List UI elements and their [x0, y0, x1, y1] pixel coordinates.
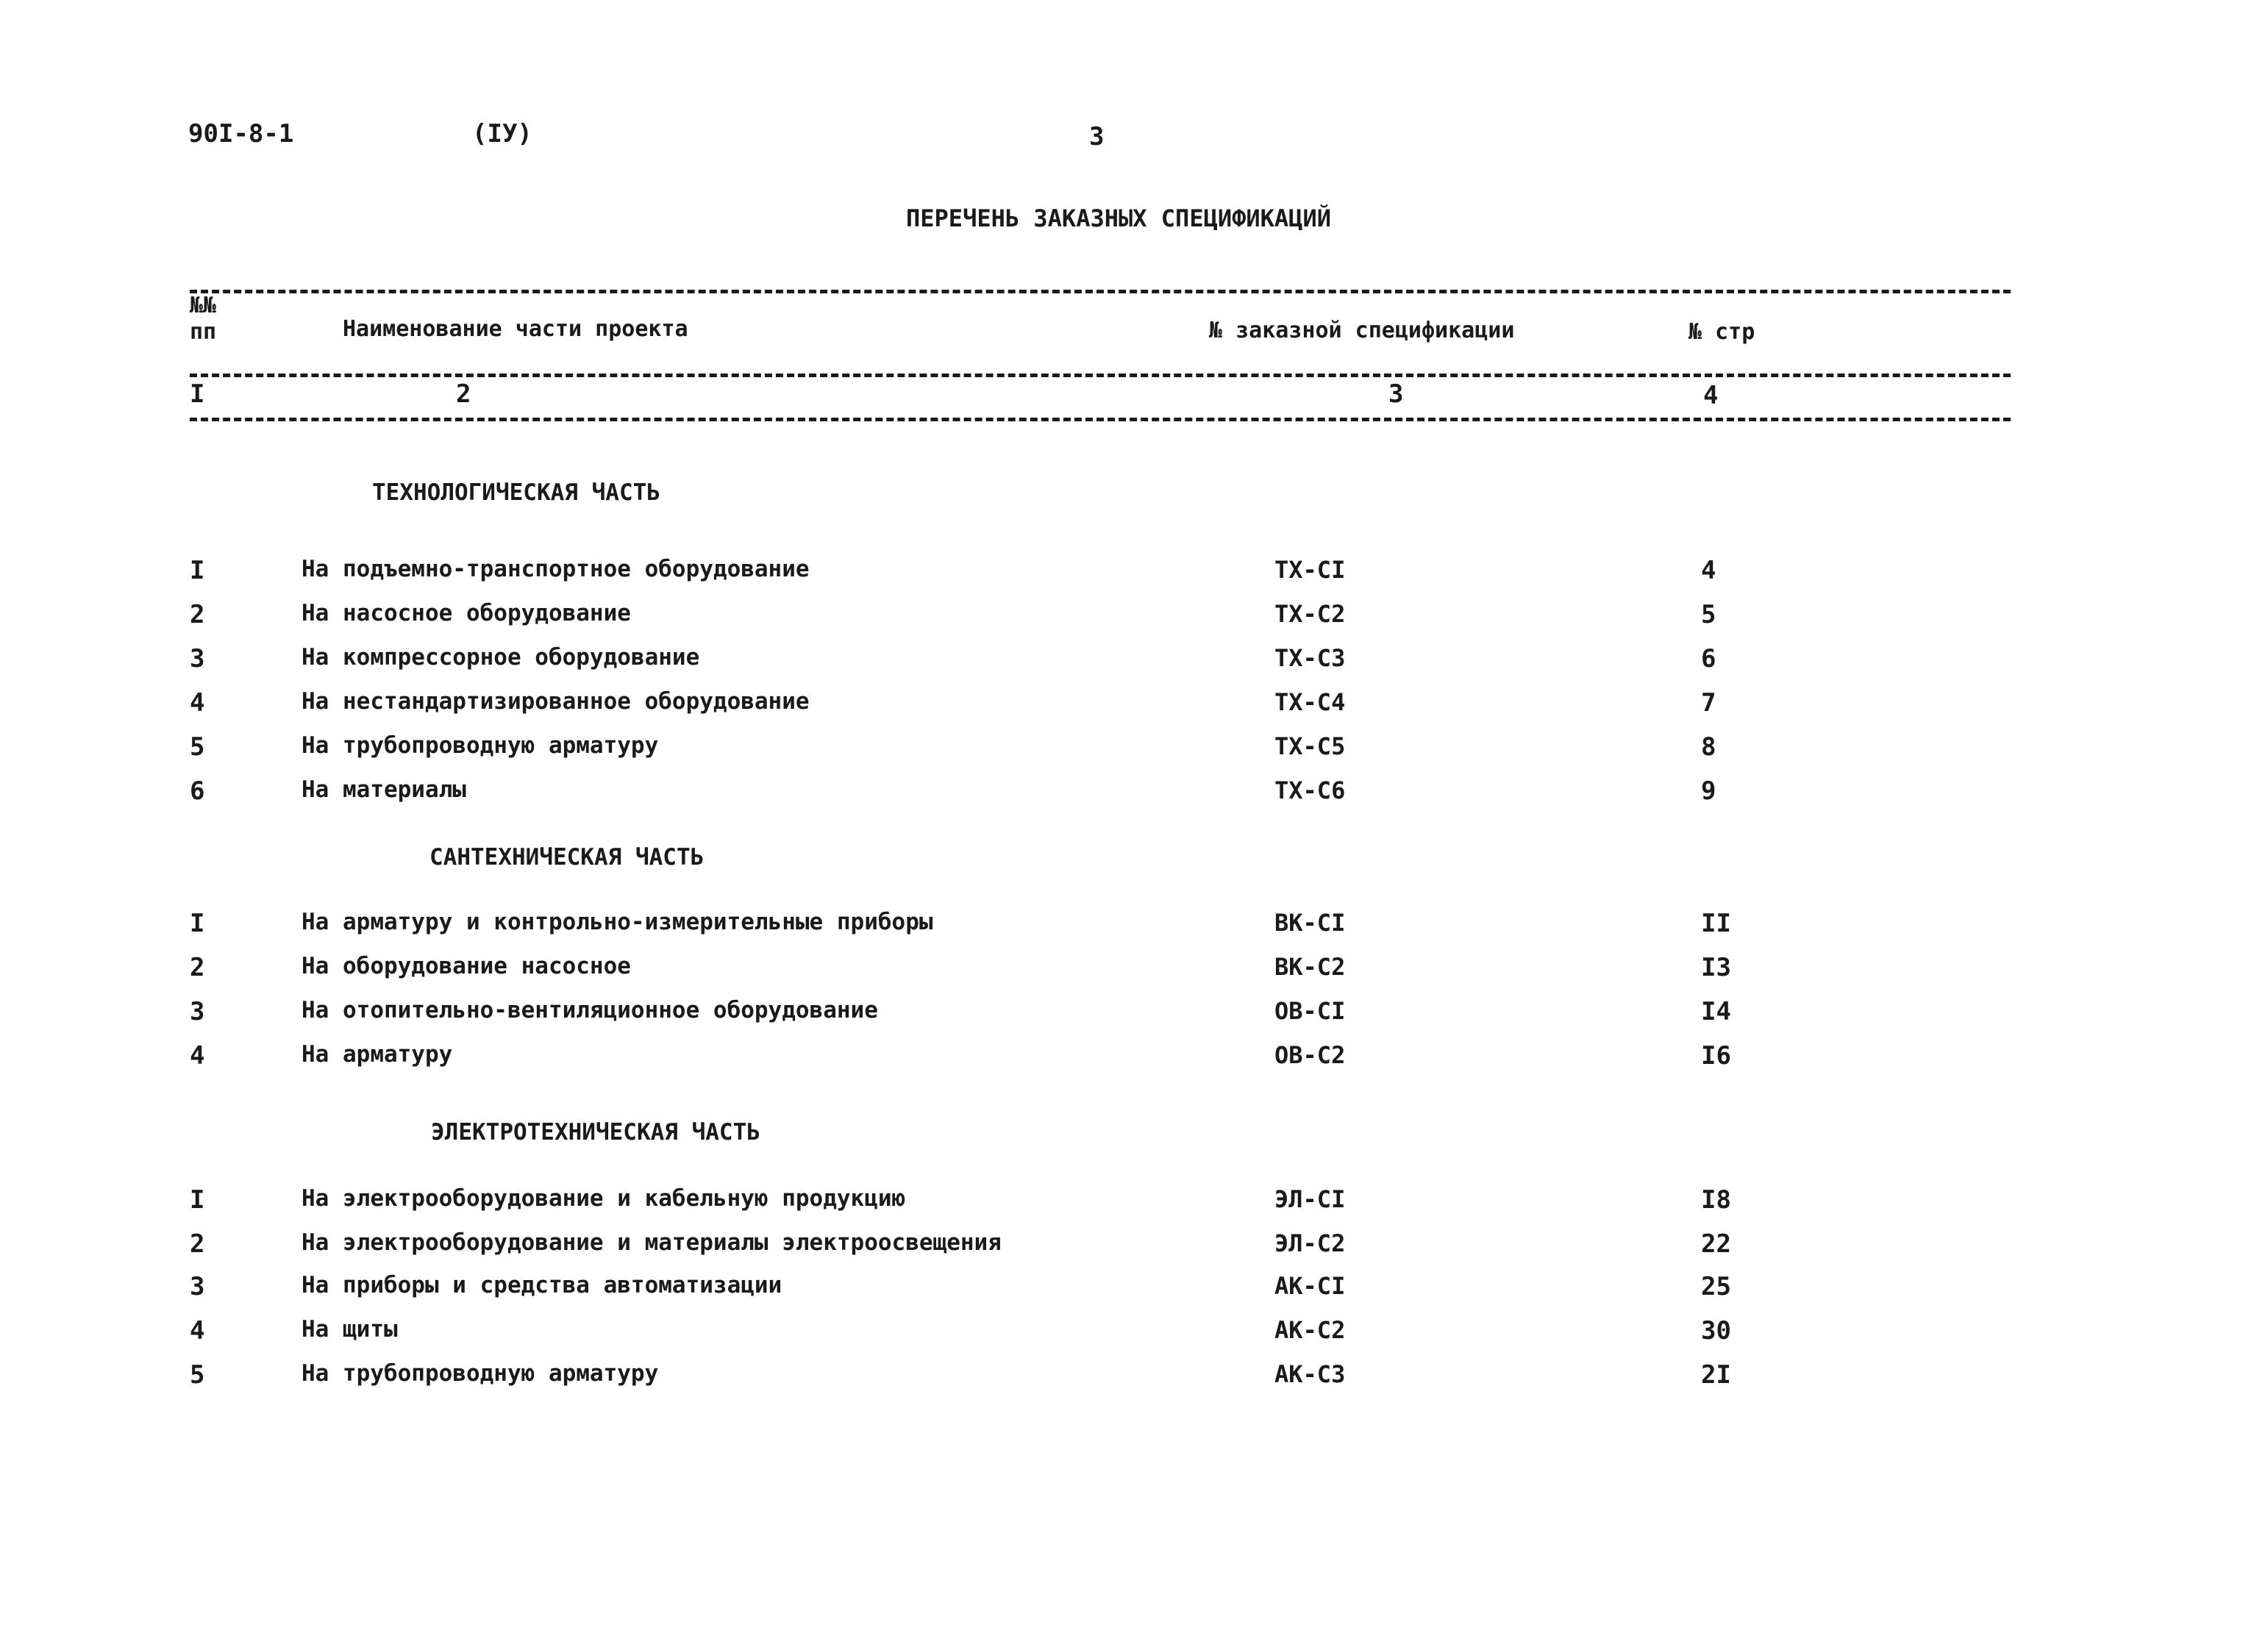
- row-spec-code: ТХ-С4: [1274, 688, 1346, 716]
- row-page: 30: [1701, 1316, 1731, 1346]
- row-page: 4: [1701, 556, 1716, 585]
- row-name: На подъемно-транспортное оборудование: [302, 556, 810, 582]
- row-spec-code: ОВ-СI: [1274, 997, 1346, 1025]
- section-title-sanitary: САНТЕХНИЧЕСКАЯ ЧАСТЬ: [429, 844, 705, 871]
- row-name: На арматуру: [302, 1041, 453, 1068]
- row-spec-code: ТХ-С5: [1274, 732, 1346, 760]
- row-page: 8: [1701, 732, 1716, 762]
- col-spec-header: № заказной спецификации: [1209, 318, 1515, 343]
- row-name: На трубопроводную арматуру: [302, 732, 659, 759]
- row-number: 2: [190, 1229, 205, 1259]
- row-name: На трубопроводную арматуру: [302, 1360, 659, 1387]
- table-row: [0, 600, 2268, 634]
- table-row: [0, 1316, 2268, 1350]
- row-spec-code: ТХ-С6: [1274, 776, 1346, 804]
- row-number: 3: [190, 997, 205, 1026]
- row-page: II: [1701, 909, 1731, 938]
- page-number: 3: [1089, 122, 1105, 151]
- row-spec-code: ЭЛ-СI: [1274, 1185, 1346, 1213]
- row-name: На нестандартизированное оборудование: [302, 688, 810, 715]
- row-number: 6: [190, 776, 205, 806]
- row-spec-code: ВК-СI: [1274, 909, 1346, 937]
- row-name: На щиты: [302, 1316, 398, 1343]
- col-number-4: 4: [1703, 381, 1719, 410]
- row-spec-code: ТХ-СI: [1274, 556, 1346, 584]
- table-row: [0, 1272, 2268, 1306]
- row-spec-code: ВК-С2: [1274, 953, 1346, 981]
- row-name: На насосное оборудование: [302, 600, 631, 626]
- table-row: [0, 1185, 2268, 1219]
- row-name: На электрооборудование и материалы электроосвещения: [302, 1229, 1002, 1256]
- table-row: [0, 1360, 2268, 1394]
- table-row: [0, 1041, 2268, 1075]
- col-no-top: №№: [190, 293, 217, 318]
- row-name: На оборудование насосное: [302, 953, 631, 979]
- row-spec-code: ОВ-С2: [1274, 1041, 1346, 1069]
- row-spec-code: ЭЛ-С2: [1274, 1229, 1346, 1257]
- row-page: 9: [1701, 776, 1716, 806]
- row-name: На электрооборудование и кабельную продукцию: [302, 1185, 906, 1212]
- col-no-bottom: пп: [190, 319, 217, 345]
- table-header-rule: [190, 374, 2011, 377]
- row-name: На отопительно-вентиляционное оборудование: [302, 997, 878, 1023]
- row-page: 2I: [1701, 1360, 1731, 1390]
- row-page: 6: [1701, 644, 1716, 673]
- row-page: I3: [1701, 953, 1731, 982]
- row-number: 5: [190, 1360, 205, 1390]
- row-number: I: [190, 556, 205, 585]
- table-row: [0, 776, 2268, 810]
- row-page: 22: [1701, 1229, 1731, 1259]
- section-title-electrical: ЭЛЕКТРОТЕХНИЧЕСКАЯ ЧАСТЬ: [431, 1119, 760, 1146]
- row-page: I4: [1701, 997, 1731, 1026]
- table-row: [0, 909, 2268, 943]
- table-columns-rule: [190, 418, 2011, 421]
- col-page-header: № стр: [1688, 319, 1755, 345]
- table-row: [0, 688, 2268, 722]
- doc-code: 90I-8-1: [188, 119, 294, 149]
- col-number-3: 3: [1388, 379, 1404, 409]
- table-row: [0, 556, 2268, 590]
- row-spec-code: ТХ-С3: [1274, 644, 1346, 672]
- row-name: На материалы: [302, 776, 466, 803]
- row-number: 4: [190, 1041, 205, 1071]
- table-row: [0, 732, 2268, 766]
- section-title-technological: ТЕХНОЛОГИЧЕСКАЯ ЧАСТЬ: [372, 479, 660, 506]
- page-title: ПЕРЕЧЕНЬ ЗАКАЗНЫХ СПЕЦИФИКАЦИЙ: [906, 204, 1331, 232]
- table-row: [0, 644, 2268, 678]
- row-spec-code: АК-С3: [1274, 1360, 1346, 1388]
- row-number: 2: [190, 600, 205, 629]
- row-spec-code: АК-С2: [1274, 1316, 1346, 1344]
- row-number: 5: [190, 732, 205, 762]
- volume-label: (IУ): [472, 119, 532, 149]
- col-number-2: 2: [456, 379, 471, 409]
- row-spec-code: АК-СI: [1274, 1272, 1346, 1300]
- row-number: 3: [190, 1272, 205, 1301]
- row-number: I: [190, 909, 205, 938]
- row-number: 3: [190, 644, 205, 673]
- row-page: I6: [1701, 1041, 1731, 1071]
- row-page: 25: [1701, 1272, 1731, 1301]
- row-name: На компрессорное оборудование: [302, 644, 700, 671]
- row-spec-code: ТХ-С2: [1274, 600, 1346, 628]
- col-name-header: Наименование части проекта: [343, 316, 688, 342]
- row-number: 4: [190, 1316, 205, 1346]
- table-row: [0, 953, 2268, 987]
- row-number: 4: [190, 688, 205, 718]
- row-page: 5: [1701, 600, 1716, 629]
- table-top-rule: [190, 290, 2011, 293]
- row-number: 2: [190, 953, 205, 982]
- row-number: I: [190, 1185, 205, 1215]
- row-page: I8: [1701, 1185, 1731, 1215]
- row-page: 7: [1701, 688, 1716, 718]
- table-row: [0, 1229, 2268, 1263]
- col-number-1: I: [190, 379, 205, 409]
- row-name: На арматуру и контрольно-измерительные приборы: [302, 909, 933, 935]
- table-row: [0, 997, 2268, 1031]
- row-name: На приборы и средства автоматизации: [302, 1272, 782, 1298]
